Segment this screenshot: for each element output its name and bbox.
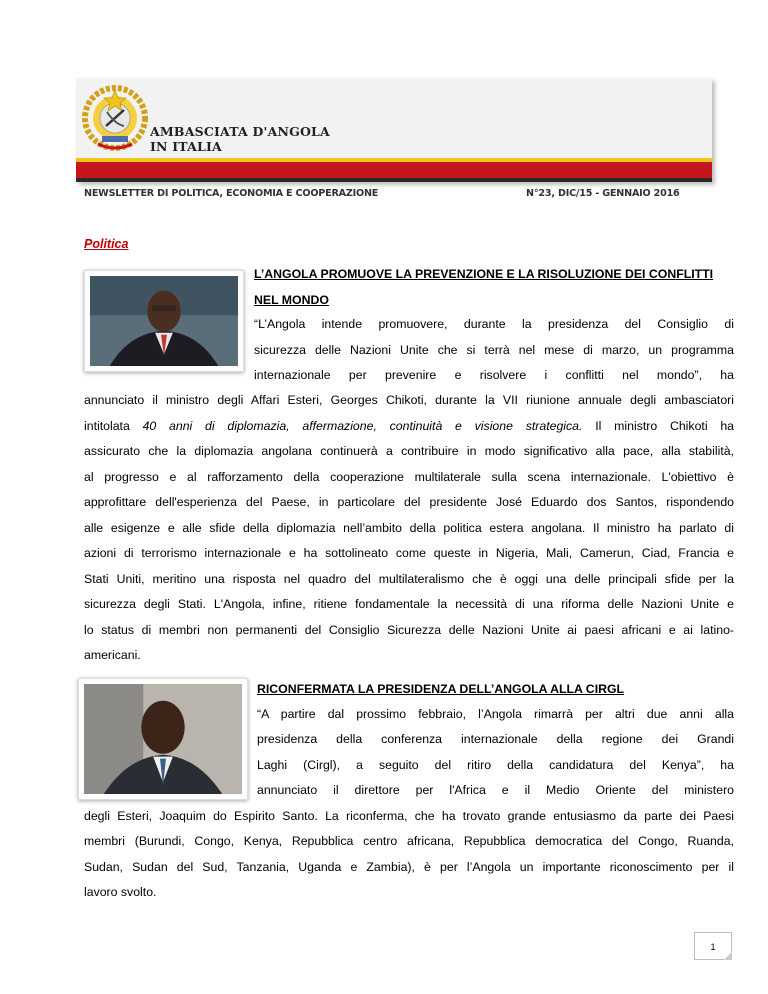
article-1-text: intitolata <box>84 419 143 433</box>
article-2-body-line: membri (Burundi, Congo, Kenya, Repubblica centro africana, Repubblica democratica del Congo, Ruanda, <box>84 834 734 848</box>
header-banner <box>76 78 712 186</box>
article-1-title-line2: NEL MONDO <box>254 293 329 307</box>
article-1-italic-title: 40 anni di diplomazia, affermazione, continuità e visione strategica. <box>142 419 583 433</box>
embassy-name <box>150 124 330 154</box>
embassy-name-line1: AMBASCIATA D'ANGOLA <box>150 124 330 139</box>
flag-stripe-red <box>76 162 712 178</box>
article-1-body-line: lo status di membri non permanenti del Consiglio Sicurezza delle Nazioni Unite ai paesi africani e ai latino- <box>84 623 734 637</box>
article-1-text: Il ministro Chikoti ha <box>582 419 735 433</box>
article-1-title-line1: L’ANGOLA PROMUOVE LA PREVENZIONE E LA RISOLUZIONE DEI CONFLITTI <box>254 267 714 281</box>
article-1-body-line: assicurato che la diplomazia angolana continuerà a contribuire in modo significativo alla pace, alla stabilità, <box>84 444 734 458</box>
article-2-side-line: “A partire dal prossimo febbraio, l’Angola rimarrà per altri due anni alla <box>257 707 734 721</box>
page-number: 1 <box>694 932 732 960</box>
section-title: Politica <box>84 237 129 251</box>
article-1-body-line: sicurezza degli Stati. L'Angola, infine, ritiene fondamentale la necessità di una riforma delle Nazioni Unite e <box>84 597 734 611</box>
article-1-body-line: americani. <box>84 648 141 662</box>
angola-coat-of-arms-icon <box>80 80 150 156</box>
article-1-body-line: al progresso e al rafforzamento della cooperazione multilaterale sulla scena internazionale. L'obiettivo è <box>84 470 734 484</box>
newsletter-title: NEWSLETTER DI POLITICA, ECONOMIA E COOPERAZIONE <box>84 188 379 199</box>
article-2-side-line: Laghi (Cirgl), a seguito del ritiro della candidatura del Kenya”, ha <box>257 758 734 772</box>
article-1-side-line: internazionale per prevenire e risolvere i conflitti nel mondo”, ha <box>254 368 734 382</box>
article-1-body-line: annunciato il ministro degli Affari Esteri, Georges Chikoti, durante la VII riunione annuale degli ambasciatori <box>84 393 734 407</box>
article-1-body-line-mixed <box>84 414 734 440</box>
article-photo-chikoti <box>84 270 244 372</box>
article-1-body-line: Stati Uniti, meritino una risposta nel quadro del multilateralismo che è oggi una delle principali sfide per la <box>84 572 734 586</box>
article-2-title: RICONFERMATA LA PRESIDENZA DELL’ANGOLA ALLA CIRGL <box>257 682 625 696</box>
article-2-side-line: annunciato il direttore per l'Africa e il Medio Oriente del ministero <box>257 783 734 797</box>
embassy-name-line2: IN ITALIA <box>150 139 222 154</box>
article-photo-espirito-santo <box>78 678 248 800</box>
issue-number: N°23, DIC/15 - GENNAIO 2016 <box>526 188 680 199</box>
flag-stripe-dark <box>76 178 712 182</box>
article-1-side-line: “L’Angola intende promuovere, durante la presidenza del Consiglio di <box>254 317 734 331</box>
article-1-body-line: approfittare dell'esperienza del Paese, in particolare del presidente José Eduardo dos Santos, rispondendo <box>84 495 734 509</box>
article-2-body-line: lavoro svolto. <box>84 885 157 899</box>
article-1-body-line: alle esigenze e alle sfide della diplomazia nell’ambito della politica estera angolana. Il ministro ha parlato di <box>84 521 734 535</box>
article-1-body-line: azioni di terrorismo internazionale e ha sottolineato come queste in Nigeria, Mali, Camerun, Ciad, Francia e <box>84 546 734 560</box>
article-1-side-line: sicurezza delle Nazioni Unite che si terrà nel mese di marzo, un programma <box>254 343 734 357</box>
article-2-body-line: Sudan, Sudan del Sud, Tanzania, Uganda e Zambia), è per l’Angola un importante riconoscimento per il <box>84 860 734 874</box>
article-2-body-line: degli Esteri, Joaquim do Espirito Santo. La riconferma, che ha trovato grande entusiasmo da parte dei Paesi <box>84 809 734 823</box>
article-2-side-line: presidenza della conferenza internazionale della regione dei Grandi <box>257 732 734 746</box>
